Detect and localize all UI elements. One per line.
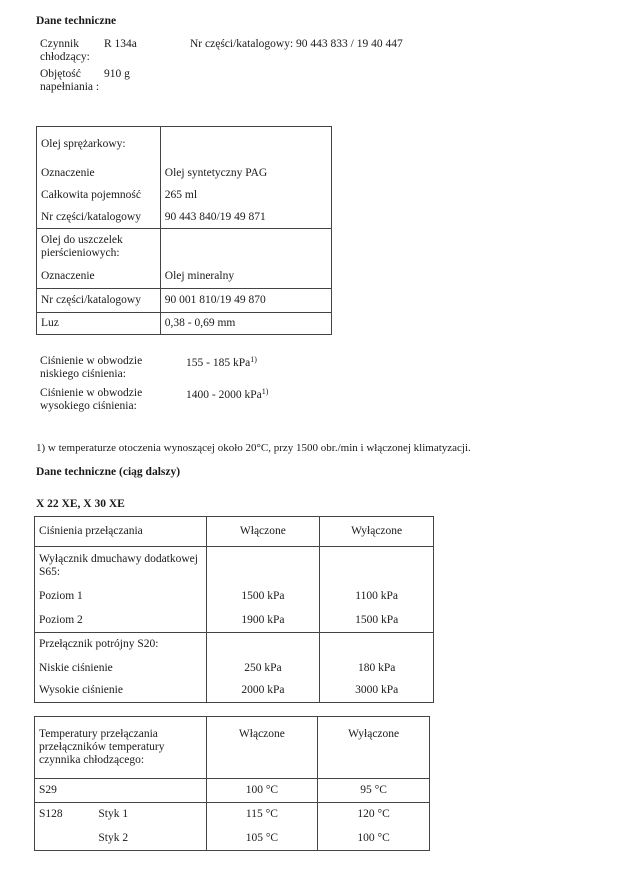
fill-volume-value: 910 g — [104, 68, 130, 80]
fill-volume-label: Objętość napełniania : — [40, 68, 100, 93]
table-row: Nr części/katalogowy 90 443 840/19 49 871 — [37, 207, 332, 229]
table-row — [37, 127, 332, 163]
refrigerant-value: R 134a — [104, 38, 137, 50]
section-heading: Dane techniczne (ciąg dalszy) — [36, 466, 181, 478]
oil-table — [36, 126, 332, 335]
table-row: Poziom 1 1500 kPa 1100 kPa — [35, 585, 434, 609]
switching-temperature-table — [34, 716, 430, 851]
table-row: Poziom 2 1900 kPa 1500 kPa — [35, 609, 434, 633]
oil-compressor-label: Olej sprężarkowy: — [41, 138, 126, 151]
table-row: Przełącznik potrójny S20: — [35, 633, 434, 657]
footnote-mark: 1) — [250, 355, 257, 364]
high-pressure-value: 1400 - 2000 kPa$^{1)}$ — [186, 387, 269, 401]
oil-seal-label: Olej do uszczelek pierścieniowych: — [41, 233, 123, 259]
table-header-row: Temperatury przełączania przełączników temperatury czynnika chłodzącego: Włączone Wyłączone — [35, 717, 430, 779]
table-row: S128 Styk 1 115 °C 120 °C — [35, 803, 430, 827]
high-pressure-label: Ciśnienie w obwodzie wysokiego ciśnienia: — [40, 387, 143, 412]
low-pressure-value: 155 - 185 kPa$^{1)}$ — [186, 355, 257, 369]
table-row: Wysokie ciśnienie 2000 kPa 3000 kPa — [35, 680, 434, 703]
footnote: 1) w temperaturze otoczenia wynoszącej około 20°C, przy 1500 obr./min i włączonej klimatyzacji. — [36, 442, 471, 454]
table-row: Wyłącznik dmuchawy dodatkowej S65: — [35, 547, 434, 585]
table-header-row: Ciśnienia przełączania Włączone Wyłączone — [35, 517, 434, 547]
table-row: Niskie ciśnienie 250 kPa 180 kPa — [35, 657, 434, 680]
page-title: Dane techniczne — [36, 15, 117, 27]
low-pressure-label: Ciśnienie w obwodzie niskiego ciśnienia: — [40, 355, 143, 380]
table-row: S29 100 °C 95 °C — [35, 779, 430, 803]
table-row: Oznaczenie Olej mineralny — [37, 265, 332, 289]
table-row — [37, 229, 332, 265]
refrigerant-part-number: Nr części/katalogowy: 90 443 833 / 19 40 447 — [190, 38, 403, 50]
table-row: Styk 2 105 °C 100 °C — [35, 827, 430, 851]
table-row: Luz 0,38 - 0,69 mm — [37, 313, 332, 335]
table-row: Nr części/katalogowy 90 001 810/19 49 870 — [37, 289, 332, 313]
engine-heading: X 22 XE, X 30 XE — [36, 498, 125, 510]
refrigerant-label: Czynnik chłodzący: — [40, 38, 90, 63]
table-row: Całkowita pojemność 265 ml — [37, 185, 332, 207]
switching-pressure-table — [34, 516, 434, 703]
table-row: Oznaczenie Olej syntetyczny PAG — [37, 163, 332, 185]
footnote-mark: 1) — [261, 387, 269, 396]
